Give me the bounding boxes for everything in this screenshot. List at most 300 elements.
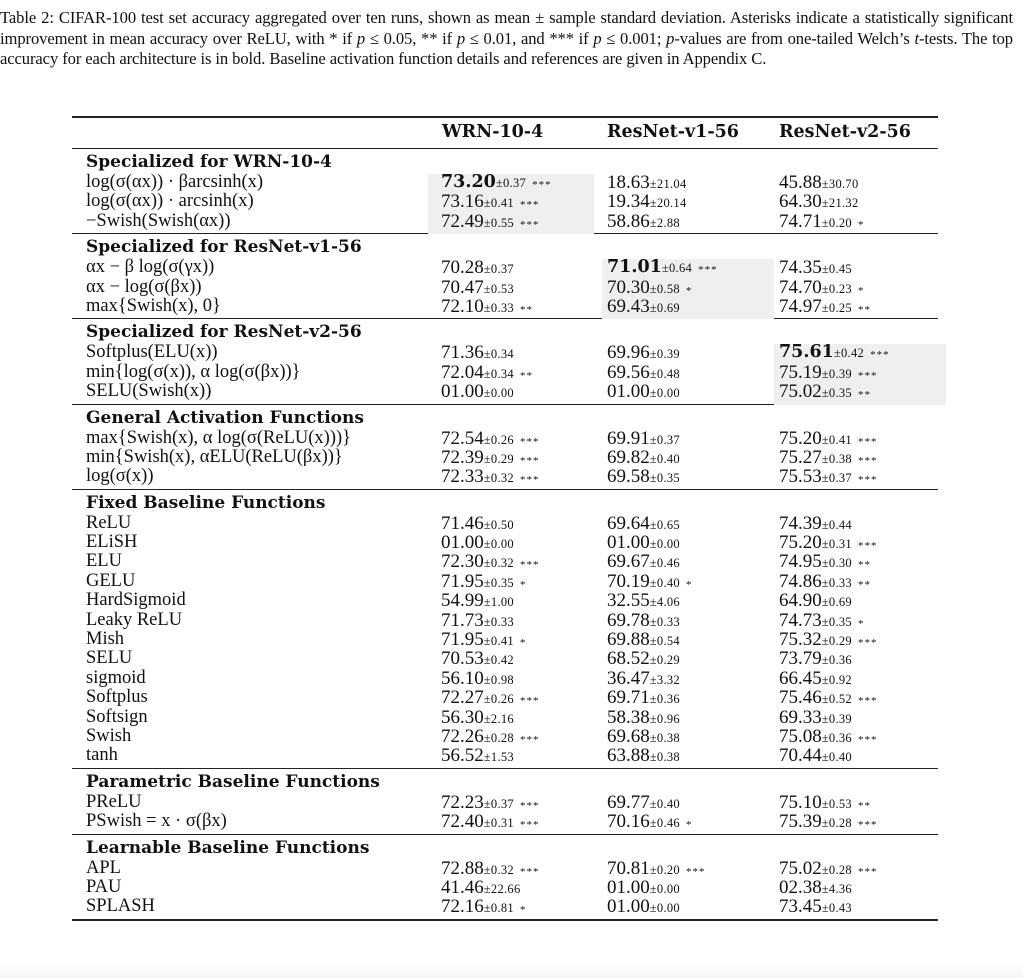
mean-accuracy: 74.39 [779, 512, 822, 534]
mean-accuracy: 69.82 [607, 446, 650, 468]
mean-accuracy: 01.00 [441, 381, 484, 403]
table-row [72, 297, 938, 316]
significance-asterisks: *** [520, 199, 540, 212]
accuracy-cell [607, 746, 686, 768]
mean-accuracy: 01.00 [607, 532, 650, 554]
mean-accuracy: 70.47 [441, 276, 484, 298]
significance-asterisks: *** [520, 474, 540, 487]
accuracy-cell [779, 212, 865, 234]
table-row [72, 572, 938, 591]
table-row [72, 591, 938, 610]
std-deviation: ±0.29 [483, 451, 514, 466]
accuracy-cell [607, 812, 693, 834]
table-row [72, 630, 938, 649]
std-deviation: ±0.69 [649, 300, 680, 315]
significance-asterisks: *** [520, 218, 540, 231]
table-section [72, 490, 938, 769]
std-deviation: ±0.92 [821, 672, 852, 687]
std-deviation: ±0.26 [483, 692, 514, 707]
std-deviation: ±0.35 [821, 614, 852, 629]
std-deviation: ±0.39 [821, 366, 852, 381]
section-title: Learnable Baseline Functions [86, 837, 370, 858]
significance-asterisks: *** [858, 540, 878, 553]
std-deviation: ±2.88 [649, 215, 680, 230]
mean-accuracy: 74.35 [779, 257, 822, 279]
mean-accuracy: 72.23 [441, 791, 484, 813]
activation-function-name: SELU(Swish(x)) [86, 381, 212, 402]
caption-label: Table 2: [0, 8, 54, 27]
accuracy-cell [779, 897, 858, 919]
significance-asterisks: *** [858, 733, 878, 746]
table-row [72, 278, 938, 297]
std-deviation: ±3.32 [649, 672, 680, 687]
significance-asterisks: *** [532, 179, 552, 191]
mean-accuracy: 58.38 [607, 706, 650, 728]
mean-accuracy: 69.88 [607, 629, 650, 651]
mean-accuracy: 01.00 [607, 896, 650, 918]
mean-accuracy: 74.97 [779, 295, 822, 317]
mean-accuracy: 01.00 [441, 532, 484, 554]
std-deviation: ±0.37 [483, 796, 514, 811]
significance-asterisks: *** [520, 559, 540, 572]
activation-function-name: min{Swish(x), αELU(ReLU(βx))} [86, 446, 343, 467]
std-deviation: ±0.36 [821, 653, 852, 668]
std-deviation: ±0.96 [649, 711, 680, 726]
mean-accuracy: 69.78 [607, 609, 650, 631]
activation-function-name: ELiSH [86, 532, 138, 553]
activation-function-name: GELU [86, 570, 136, 591]
significance-asterisks: * [858, 617, 865, 630]
significance-asterisks: *** [520, 435, 540, 448]
std-deviation: ±0.00 [649, 537, 680, 552]
activation-function-name: max{Swish(x), 0} [86, 295, 221, 316]
accuracy-cell [441, 212, 540, 234]
mean-accuracy: 70.19 [607, 570, 650, 592]
std-deviation: ±0.42 [483, 653, 514, 668]
mean-accuracy: 63.88 [607, 745, 650, 767]
std-deviation: ±0.40 [649, 796, 680, 811]
std-deviation: ±0.69 [821, 595, 852, 610]
table-row [72, 192, 938, 211]
significance-asterisks: ** [858, 799, 871, 812]
activation-function-name: log(σ(x)) [86, 466, 154, 487]
mean-accuracy: 71.95 [441, 629, 484, 651]
std-deviation: ±0.41 [821, 432, 852, 447]
std-deviation: ±0.38 [649, 750, 680, 765]
significance-asterisks: *** [858, 865, 878, 878]
mean-accuracy: 19.34 [607, 191, 650, 213]
mean-accuracy: 70.81 [607, 857, 650, 879]
std-deviation: ±0.34 [483, 347, 514, 362]
activation-function-name: HardSigmoid [86, 590, 186, 611]
table-section [72, 149, 938, 234]
column-header-wrn-10-4: WRN-10-4 [442, 122, 544, 142]
std-deviation: ±0.33 [483, 614, 514, 629]
std-deviation: ±0.40 [821, 750, 852, 765]
std-deviation: ±0.35 [649, 471, 680, 486]
std-deviation: ±21.32 [821, 196, 859, 211]
std-deviation: ±0.25 [821, 300, 852, 315]
table-section [72, 319, 938, 404]
std-deviation: ±0.28 [821, 816, 852, 831]
std-deviation: ±0.35 [483, 575, 514, 590]
accuracy-cell [779, 746, 858, 768]
std-deviation: ±1.00 [483, 595, 514, 610]
mean-accuracy: 72.30 [441, 551, 484, 573]
mean-accuracy: 71.36 [441, 342, 484, 364]
mean-accuracy: 75.39 [779, 811, 822, 833]
std-deviation: ±0.31 [483, 816, 514, 831]
activation-function-name: PAU [86, 876, 122, 897]
accuracy-cell [441, 382, 520, 404]
significance-asterisks: ** [858, 389, 871, 402]
activation-function-name: sigmoid [86, 667, 146, 688]
std-deviation: ±0.33 [649, 614, 680, 629]
table-row [72, 793, 938, 812]
table-row [72, 859, 938, 878]
std-deviation: ±0.64 [661, 261, 693, 276]
mean-accuracy: 75.20 [779, 427, 822, 449]
accuracy-cell [779, 467, 878, 489]
std-deviation: ±0.33 [483, 300, 514, 315]
std-deviation: ±0.29 [649, 653, 680, 668]
column-header-resnet-v2-56: ResNet-v2-56 [779, 122, 911, 142]
mean-accuracy: 01.00 [607, 381, 650, 403]
table-row [72, 878, 938, 897]
mean-accuracy: 71.01 [607, 257, 662, 278]
std-deviation: ±0.38 [649, 730, 680, 745]
mean-accuracy: 75.08 [779, 725, 822, 747]
std-deviation: ±0.40 [649, 575, 680, 590]
table-header [72, 118, 938, 149]
activation-function-name: PSwish = x · σ(βx) [86, 811, 227, 832]
std-deviation: ±0.00 [649, 881, 680, 896]
mean-accuracy: 74.70 [779, 276, 822, 298]
std-deviation: ±0.65 [649, 517, 680, 532]
std-deviation: ±0.32 [483, 471, 514, 486]
std-deviation: ±0.36 [821, 730, 852, 745]
table-row [72, 258, 938, 277]
table-row [72, 746, 938, 765]
mean-accuracy: 32.55 [607, 590, 650, 612]
std-deviation: ±0.20 [649, 862, 680, 877]
std-deviation: ±0.31 [821, 537, 852, 552]
mean-accuracy: 69.68 [607, 725, 650, 747]
activation-function-name: ELU [86, 551, 122, 572]
mean-accuracy: 58.86 [607, 210, 650, 232]
table-row [72, 552, 938, 571]
std-deviation: ±0.35 [821, 386, 852, 401]
mean-accuracy: 75.61 [779, 342, 834, 363]
std-deviation: ±0.00 [483, 537, 514, 552]
section-title: General Activation Functions [86, 407, 364, 428]
section-title: Parametric Baseline Functions [86, 771, 380, 792]
std-deviation: ±0.42 [833, 346, 865, 361]
significance-asterisks: *** [858, 819, 878, 832]
mean-accuracy: 70.30 [607, 276, 650, 298]
significance-asterisks: *** [858, 369, 878, 382]
mean-accuracy: 69.56 [607, 361, 650, 383]
std-deviation: ±0.26 [483, 432, 514, 447]
mean-accuracy: 70.44 [779, 745, 822, 767]
mean-accuracy: 72.88 [441, 857, 484, 879]
std-deviation: ±0.30 [821, 556, 852, 571]
table-row [72, 429, 938, 448]
accuracy-cell [779, 382, 871, 404]
std-deviation: ±0.34 [483, 366, 514, 381]
mean-accuracy: 69.91 [607, 427, 650, 449]
significance-asterisks: ** [858, 559, 871, 572]
std-deviation: ±0.38 [821, 451, 852, 466]
activation-function-name: max{Swish(x), α log(σ(ReLU(x)))} [86, 427, 352, 448]
std-deviation: ±0.46 [649, 816, 680, 831]
significance-asterisks: *** [520, 865, 540, 878]
std-deviation: ±0.37 [495, 176, 527, 190]
mean-accuracy: 71.73 [441, 609, 484, 631]
std-deviation: ±0.81 [483, 901, 514, 916]
table-row [72, 708, 938, 727]
significance-asterisks: *** [520, 799, 540, 812]
table-row [72, 382, 938, 401]
mean-accuracy: 72.33 [441, 466, 484, 488]
std-deviation: ±0.41 [483, 634, 514, 649]
table-row [72, 669, 938, 688]
accuracy-cell [441, 746, 520, 768]
std-deviation: ±0.28 [821, 862, 852, 877]
mean-accuracy: 01.00 [607, 876, 650, 898]
table-row [72, 448, 938, 467]
mean-accuracy: 72.10 [441, 295, 484, 317]
mean-accuracy: 56.30 [441, 706, 484, 728]
significance-asterisks: *** [858, 637, 878, 650]
accuracy-cell [441, 812, 540, 834]
section-title: Specialized for ResNet-v2-56 [86, 322, 362, 343]
std-deviation: ±0.28 [483, 730, 514, 745]
activation-function-name: Swish [86, 725, 132, 746]
column-header-resnet-v1-56: ResNet-v1-56 [607, 122, 739, 142]
std-deviation: ±0.33 [821, 575, 852, 590]
std-deviation: ±0.50 [483, 517, 514, 532]
activation-function-name: Leaky ReLU [86, 609, 183, 630]
significance-asterisks: *** [520, 454, 540, 467]
significance-asterisks: *** [520, 695, 540, 708]
std-deviation: ±0.20 [821, 215, 852, 230]
std-deviation: ±0.53 [483, 281, 514, 296]
std-deviation: ±0.43 [821, 901, 852, 916]
std-deviation: ±0.37 [483, 262, 514, 277]
mean-accuracy: 75.27 [779, 446, 822, 468]
significance-asterisks: *** [858, 695, 878, 708]
section-title: Specialized for WRN-10-4 [86, 152, 332, 172]
page-bottom-shadow [0, 964, 1023, 978]
activation-function-name: Softsign [86, 706, 148, 727]
significance-asterisks: *** [698, 264, 718, 277]
significance-asterisks: * [520, 578, 527, 591]
mean-accuracy: 56.52 [441, 745, 484, 767]
std-deviation: ±0.40 [649, 451, 680, 466]
std-deviation: ±0.36 [649, 692, 680, 707]
table-section [72, 405, 938, 490]
mean-accuracy: 56.10 [441, 667, 484, 689]
mean-accuracy: 18.63 [607, 172, 650, 193]
std-deviation: ±0.39 [821, 711, 852, 726]
significance-asterisks: * [686, 578, 693, 591]
mean-accuracy: 74.95 [779, 551, 822, 573]
std-deviation: ±20.14 [649, 196, 687, 211]
table-row [72, 688, 938, 707]
std-deviation: ±21.04 [649, 177, 687, 191]
mean-accuracy: 75.20 [779, 532, 822, 554]
mean-accuracy: 69.71 [607, 687, 650, 709]
mean-accuracy: 75.02 [779, 381, 822, 403]
significance-asterisks: *** [870, 349, 890, 362]
mean-accuracy: 68.52 [607, 648, 650, 670]
mean-accuracy: 73.16 [441, 191, 484, 213]
mean-accuracy: 69.43 [607, 295, 650, 317]
activation-function-name: log(σ(αx)) · arcsinh(x) [86, 191, 254, 212]
section-title: Specialized for ResNet-v1-56 [86, 237, 362, 258]
activation-function-name: SPLASH [86, 896, 155, 917]
table-row [72, 897, 938, 916]
mean-accuracy: 74.71 [779, 210, 822, 232]
table-row [72, 727, 938, 746]
mean-accuracy: 75.19 [779, 361, 822, 383]
activation-function-name: tanh [86, 745, 118, 766]
mean-accuracy: 69.67 [607, 551, 650, 573]
mean-accuracy: 02.38 [779, 876, 822, 898]
significance-asterisks: ** [858, 303, 871, 316]
mean-accuracy: 69.33 [779, 706, 822, 728]
std-deviation: ±0.98 [483, 672, 514, 687]
mean-accuracy: 72.27 [441, 687, 484, 709]
std-deviation: ±0.44 [821, 517, 852, 532]
activation-function-name: Mish [86, 629, 125, 650]
activation-function-name: αx − β log(σ(γx)) [86, 257, 215, 278]
section-title: Fixed Baseline Functions [86, 492, 326, 513]
table-row [72, 533, 938, 552]
std-deviation: ±4.06 [649, 595, 680, 610]
std-deviation: ±30.70 [821, 177, 859, 191]
mean-accuracy: 73.20 [441, 172, 496, 192]
std-deviation: ±0.00 [649, 386, 680, 401]
mean-accuracy: 70.28 [441, 257, 484, 279]
accuracy-cell [607, 297, 686, 319]
std-deviation: ±0.53 [821, 796, 852, 811]
mean-accuracy: 69.64 [607, 512, 650, 534]
mean-accuracy: 75.32 [779, 629, 822, 651]
std-deviation: ±4.36 [821, 881, 852, 896]
mean-accuracy: 74.86 [779, 570, 822, 592]
table-caption: Table 2: CIFAR-100 test set accuracy aggregated over ten runs, shown as mean ± sample standard deviation. Asterisks indicate a statistically significant improvement in mean accuracy over ReLU, with * if p ≤ 0.05, ** if p ≤ 0.01, and *** if p ≤ 0.001; p-values are from one-tailed Welch’s t-tests. The top accuracy for each architecture is in bold. Baseline activation function details and references are given in Appendix C. [0, 8, 1014, 68]
mean-accuracy: 66.45 [779, 667, 822, 689]
mean-accuracy: 45.88 [779, 172, 822, 193]
table-row [72, 173, 938, 192]
std-deviation: ±0.37 [821, 471, 852, 486]
std-deviation: ±0.29 [821, 634, 852, 649]
accuracy-cell [607, 212, 686, 234]
accuracy-cell [779, 297, 871, 319]
std-deviation: ±0.41 [483, 196, 514, 211]
table-row [72, 363, 938, 382]
table-row [72, 467, 938, 486]
std-deviation: ±0.00 [649, 901, 680, 916]
mean-accuracy: 72.26 [441, 725, 484, 747]
std-deviation: ±0.48 [649, 366, 680, 381]
significance-asterisks: *** [858, 454, 878, 467]
significance-asterisks: ** [520, 303, 533, 316]
activation-function-name: log(σ(αx)) · βarcsinh(x) [86, 172, 264, 192]
significance-asterisks: * [520, 637, 527, 650]
significance-asterisks: * [686, 819, 693, 832]
mean-accuracy: 72.04 [441, 361, 484, 383]
mean-accuracy: 75.02 [779, 857, 822, 879]
accuracy-cell [607, 467, 686, 489]
activation-function-name: Softplus [86, 687, 148, 708]
activation-function-name: min{log(σ(x)), α log(σ(βx))} [86, 361, 301, 382]
std-deviation: ±0.46 [649, 556, 680, 571]
accuracy-cell [779, 812, 878, 834]
std-deviation: ±0.45 [821, 262, 852, 277]
std-deviation: ±2.16 [483, 711, 514, 726]
std-deviation: ±0.32 [483, 862, 514, 877]
std-deviation: ±0.55 [483, 215, 514, 230]
mean-accuracy: 64.90 [779, 590, 822, 612]
significance-asterisks: *** [686, 865, 706, 878]
mean-accuracy: 74.73 [779, 609, 822, 631]
mean-accuracy: 75.53 [779, 466, 822, 488]
std-deviation: ±0.54 [649, 634, 680, 649]
activation-function-name: Softplus(ELU(x)) [86, 342, 218, 363]
mean-accuracy: 75.46 [779, 687, 822, 709]
mean-accuracy: 36.47 [607, 667, 650, 689]
mean-accuracy: 54.99 [441, 590, 484, 612]
mean-accuracy: 41.46 [441, 876, 484, 898]
significance-asterisks: ** [858, 578, 871, 591]
mean-accuracy: 72.40 [441, 811, 484, 833]
table-row [72, 343, 938, 362]
mean-accuracy: 70.16 [607, 811, 650, 833]
std-deviation: ±0.39 [649, 347, 680, 362]
significance-asterisks: *** [858, 474, 878, 487]
mean-accuracy: 64.30 [779, 191, 822, 213]
significance-asterisks: *** [520, 819, 540, 832]
std-deviation: ±0.52 [821, 692, 852, 707]
table-row [72, 649, 938, 668]
mean-accuracy: 72.49 [441, 210, 484, 232]
significance-asterisks: * [520, 904, 527, 917]
mean-accuracy: 73.45 [779, 896, 822, 918]
significance-asterisks: *** [858, 435, 878, 448]
table-row [72, 212, 938, 231]
std-deviation: ±1.53 [483, 750, 514, 765]
mean-accuracy: 72.39 [441, 446, 484, 468]
activation-function-name: SELU [86, 648, 133, 669]
significance-asterisks: * [686, 284, 693, 297]
std-deviation: ±0.00 [483, 386, 514, 401]
std-deviation: ±0.58 [649, 281, 680, 296]
table-row [72, 611, 938, 630]
activation-function-name: ReLU [86, 512, 132, 533]
table-section [72, 769, 938, 835]
mean-accuracy: 70.53 [441, 648, 484, 670]
table-row [72, 812, 938, 831]
accuracy-cell [441, 897, 527, 919]
mean-accuracy: 69.77 [607, 791, 650, 813]
std-deviation: ±0.37 [649, 432, 680, 447]
accuracy-cell [607, 382, 686, 404]
std-deviation: ±0.32 [483, 556, 514, 571]
mean-accuracy: 75.10 [779, 791, 822, 813]
